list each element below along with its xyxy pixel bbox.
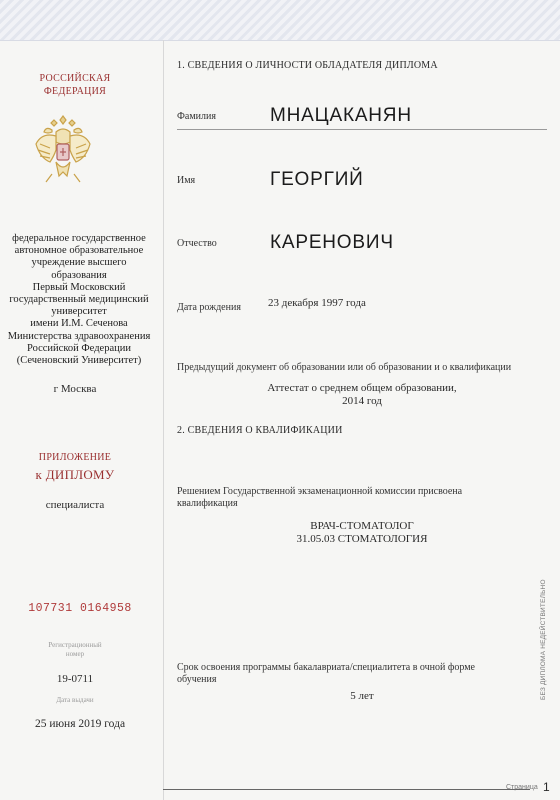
coat-of-arms-icon xyxy=(32,108,94,188)
org-line: Министерства здравоохранения xyxy=(7,330,151,342)
duration-label-line-2: обучения xyxy=(177,674,217,685)
surname-value: МНАЦАКАНЯН xyxy=(270,105,412,126)
org-line: университет xyxy=(51,306,107,318)
previous-document-line-1: Аттестат о среднем общем образовании, xyxy=(267,382,457,394)
city: г Москва xyxy=(53,383,97,395)
column-divider xyxy=(163,40,164,800)
org-line: автономное образовательное xyxy=(14,245,144,257)
qualification-block xyxy=(177,520,547,546)
organization-name xyxy=(0,233,158,367)
issue-date: 25 июня 2019 года xyxy=(34,718,126,730)
supplement-title-line-2: к ДИПЛОМУ xyxy=(35,467,115,482)
dob-value: 23 декабря 1997 года xyxy=(268,297,366,309)
left-column xyxy=(0,0,163,800)
patronymic-value: КАРЕНОВИЧ xyxy=(270,232,394,253)
decision-line-1: Решением Государственной экзаменационной комиссии присвоена xyxy=(177,486,463,497)
study-duration-label xyxy=(177,662,547,686)
org-line: федеральное государственное xyxy=(12,233,146,244)
qualification-decision-text xyxy=(177,486,547,510)
dob-label: Дата рождения xyxy=(177,302,241,313)
reg-number-label-line-1: Регистрационный xyxy=(48,641,102,649)
previous-document-label: Предыдущий документ об образовании или об образовании и о квалификации xyxy=(177,362,512,373)
org-line: учреждение высшего xyxy=(31,257,127,269)
section-2-heading: 2. СВЕДЕНИЯ О КВАЛИФИКАЦИИ xyxy=(177,425,343,436)
issue-date-label: Дата выдачи xyxy=(56,696,94,704)
name-label: Имя xyxy=(177,175,196,186)
study-duration-value: 5 лет xyxy=(350,690,374,702)
duration-label-line-1: Срок освоения программы бакалавриата/специалитета в очной форме xyxy=(177,662,475,673)
reg-number-label-line-2: номер xyxy=(65,650,85,658)
surname-label: Фамилия xyxy=(177,111,216,122)
supplement-title-line-1: ПРИЛОЖЕНИЕ xyxy=(38,452,112,463)
patronymic-label: Отчество xyxy=(177,238,217,249)
serial-number: 107731 0164958 xyxy=(28,602,132,615)
name-value: ГЕОРГИЙ xyxy=(270,169,364,190)
reg-number: 19-0711 xyxy=(56,673,94,685)
country-name xyxy=(0,72,150,98)
org-line: (Сеченовский Университет) xyxy=(16,355,142,367)
decision-line-2: квалификация xyxy=(177,498,238,509)
page-label: Страница xyxy=(506,784,538,791)
footer-line xyxy=(163,789,530,790)
org-line: образования xyxy=(51,269,107,281)
previous-document-line-2: 2014 год xyxy=(342,395,382,407)
org-line: Российской Федерации xyxy=(27,342,131,354)
previous-document-value xyxy=(177,382,547,408)
country-line-2: ФЕДЕРАЦИЯ xyxy=(43,86,107,97)
org-line: имени И.М. Сеченова xyxy=(30,318,128,330)
qualification-title: ВРАЧ-СТОМАТОЛОГ xyxy=(310,520,414,532)
org-line: Первый Московский xyxy=(32,281,126,293)
page-number: 1 xyxy=(543,780,550,794)
surname-line xyxy=(177,129,547,130)
specialty-code: 31.05.03 СТОМАТОЛОГИЯ xyxy=(296,533,428,545)
reg-number-label xyxy=(0,641,150,659)
degree-level: специалиста xyxy=(45,499,105,511)
country-line-1: РОССИЙСКАЯ xyxy=(39,73,111,84)
section-1-heading: 1. СВЕДЕНИЯ О ЛИЧНОСТИ ОБЛАДАТЕЛЯ ДИПЛОМА xyxy=(177,60,438,71)
org-line: государственный медицинский xyxy=(9,294,149,306)
